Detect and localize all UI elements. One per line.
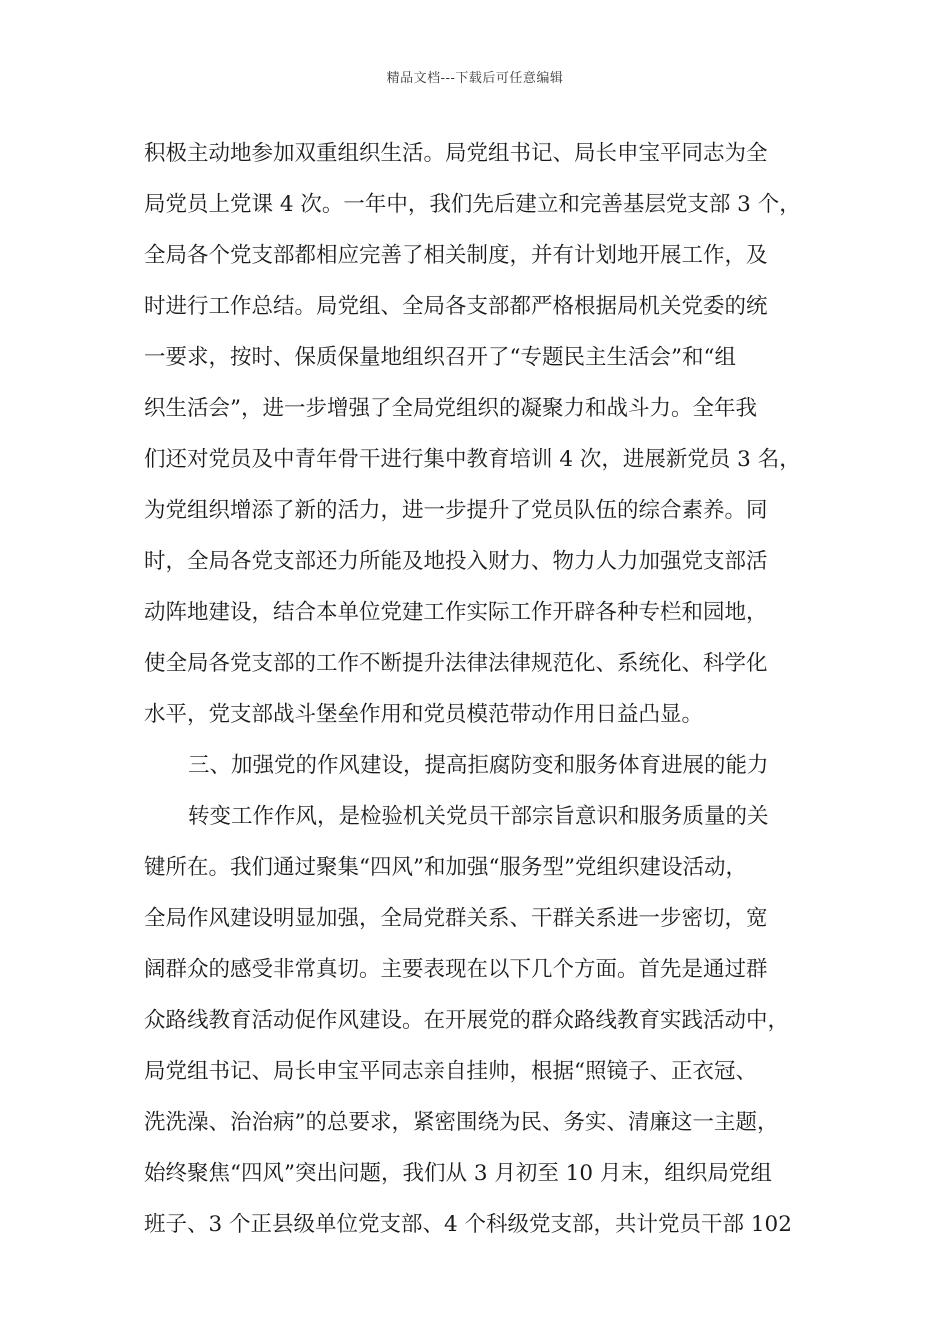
text-line: 们还对党员及中青年骨干进行集中教育培训 4 次，进展新党员 3 名，: [144, 447, 801, 472]
section-heading: 三、加强党的作风建设，提高拒腐防变和服务体育进展的能力: [188, 753, 769, 778]
text-line: 众路线教育活动促作风建设。在开展党的群众路线教育实践活动中，: [144, 1008, 790, 1033]
text-line: 时，全局各党支部还力所能及地投入财力、物力人力加强党支部活: [144, 549, 768, 574]
text-line: 水平，党支部战斗堡垒作用和党员模范带动作用日益凸显。: [144, 702, 704, 727]
text-line: 一要求，按时、保质保量地组织召开了“专题民主生活会”和“组: [144, 345, 736, 370]
text-line: 积极主动地参加双重组织生活。局党组书记、局长申宝平同志为全: [144, 141, 768, 166]
text-line: 阔群众的感受非常真切。主要表现在以下几个方面。首先是通过群: [144, 957, 768, 982]
document-body: [144, 128, 824, 1250]
text-line: 局党组书记、局长申宝平同志亲自挂帅，根据“照镜子、正衣冠、: [144, 1059, 757, 1084]
text-line: 为党组织增添了新的活力，进一步提升了党员队伍的综合素养。同: [144, 498, 768, 523]
text-line: 时进行工作总结。局党组、全局各支部都严格根据局机关党委的统: [144, 294, 768, 319]
text-line: 动阵地建设，结合本单位党建工作实际工作开辟各种专栏和园地，: [144, 600, 768, 625]
text-line: 键所在。我们通过聚集“四风”和加强“服务型”党组织建设活动，: [144, 855, 747, 880]
text-line: 全局作风建设明显加强，全局党群关系、干群关系进一步密切，宽: [144, 906, 768, 931]
text-line: 织生活会”，进一步增强了全局党组织的凝聚力和战斗力。全年我: [144, 396, 757, 421]
text-line: 洗洗澡、治治病”的总要求，紧密围绕为民、务实、清廉这一主题，: [144, 1110, 779, 1135]
text-line: 始终聚焦“四风”突出问题，我们从 3 月初至 10 月末，组织局党组: [144, 1161, 772, 1186]
paragraph-start-line: 转变工作作风，是检验机关党员干部宗旨意识和服务质量的关: [188, 804, 769, 829]
page-header: 精品文档---下载后可任意编辑: [386, 71, 564, 86]
text-line: 全局各个党支部都相应完善了相关制度，并有计划地开展工作，及: [144, 243, 768, 268]
text-line: 班子、3 个正县级单位党支部、4 个科级党支部，共计党员干部 102: [144, 1212, 792, 1237]
text-line: 使全局各党支部的工作不断提升法律法律规范化、系统化、科学化: [144, 651, 768, 676]
text-line: 局党员上党课 4 次。一年中，我们先后建立和完善基层党支部 3 个，: [144, 192, 801, 217]
